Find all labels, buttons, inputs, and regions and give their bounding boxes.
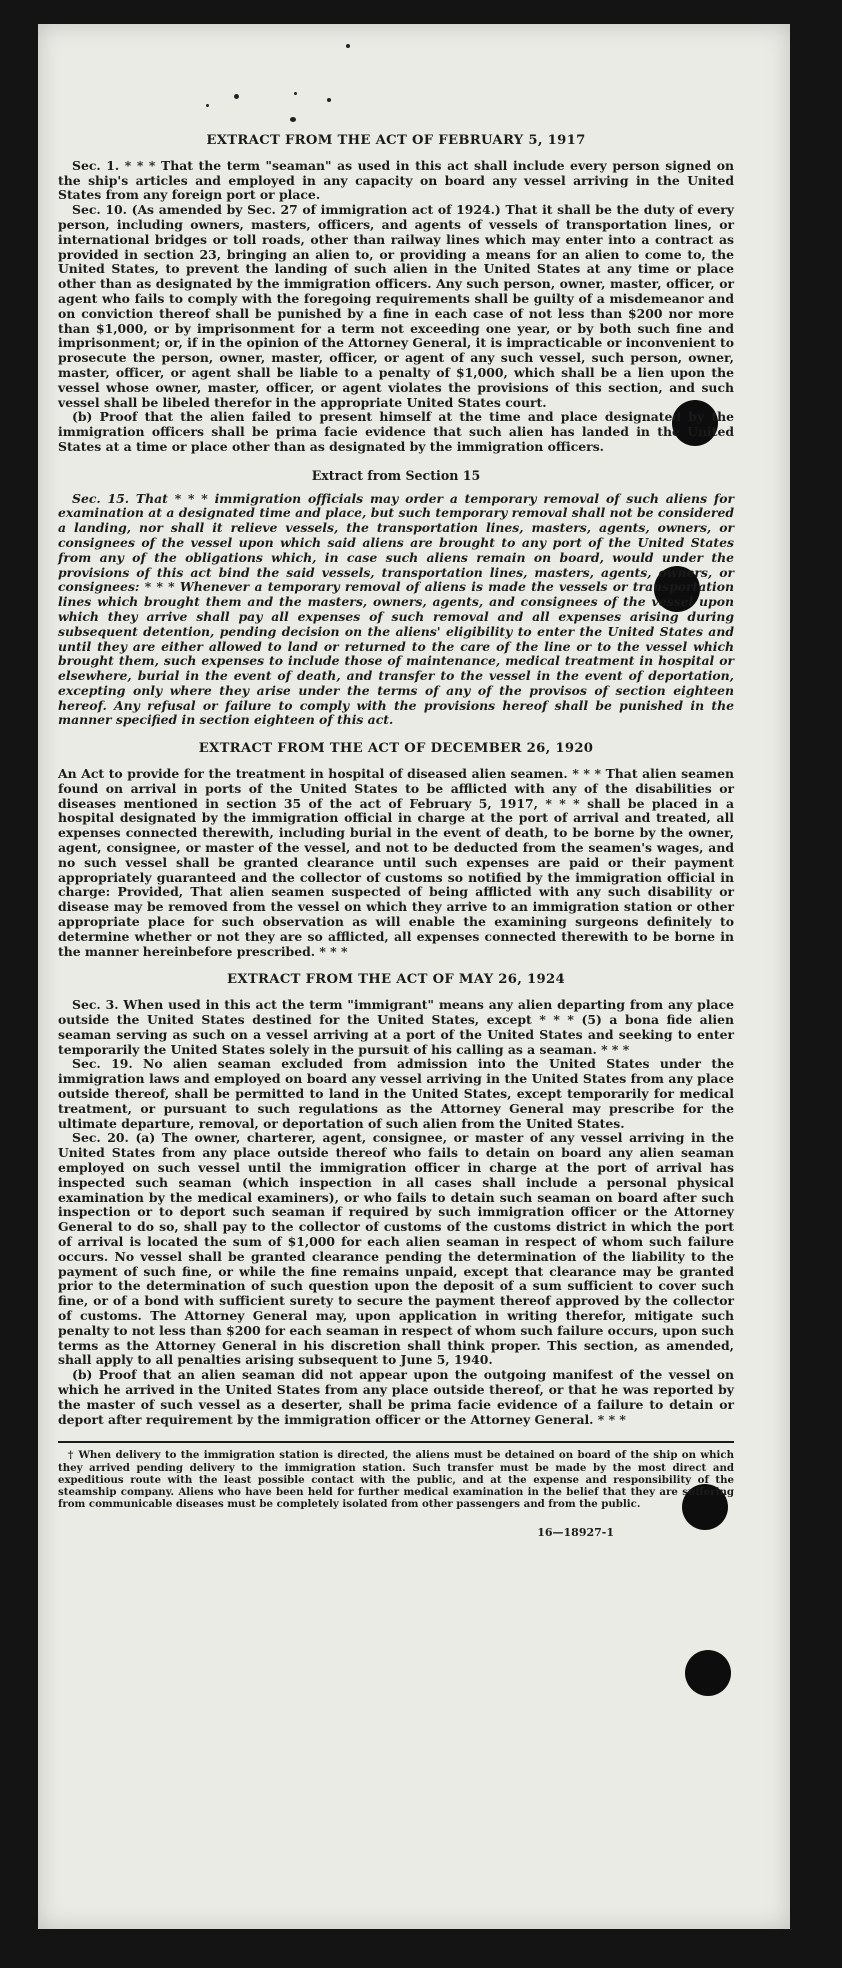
ink-speck: [346, 44, 350, 48]
document-page: [38, 24, 790, 1929]
paragraph: An Act to provide for the treatment in hospital of diseased alien seamen. * * * That alien seamen found on arrival in ports of the United States to be afflicted with any of the disabilities or diseases mentioned in section 35 of the act of February 5, 1917, * * * shall be placed in a hospital designated by the immigration official in charge at the port of arrival and treated, all expenses connected therewith, including burial in the event of death, to be borne by the owner, agent, consignee, or master of the vessel, and not to be deducted from the seamen's wages, and no such vessel shall be granted clearance until such expenses are paid or their payment appropriately guaranteed and the collector of customs so notified by the immigration official in charge: Provided, That alien seamen suspected of being afflicted with any such disability or disease may be removed from the vessel on which they arrive to an immigration station or other appropriate place for such observation as will enable the examining surgeons definitely to determine whether or not they are so afflicted, all expenses connected therewith to be borne in the manner hereinbefore prescribed. * * *: [58, 766, 734, 959]
section-heading: EXTRACT FROM THE ACT OF MAY 26, 1924: [227, 972, 565, 988]
footnote-divider: [58, 1441, 734, 1443]
section-act-may-1924: [58, 973, 734, 1427]
ink-speck: [327, 98, 331, 102]
document-text: [58, 134, 734, 1541]
section-act-february-1917: [58, 134, 734, 455]
paragraph: Sec. 20. (a) The owner, charterer, agent, consignee, or master of any vessel arriving in the United States from any place outside thereof who fails to detain on board any alien seaman employed on such vessel until the immigration officer in charge at the port of arrival has inspected such seaman (which inspection in all cases shall include a personal physical examination by the medical examiners), or who fails to detain such seaman on board after such inspection or to deport such seaman if required by such immigration officer or the Attorney General to do so, shall pay to the collector of customs of the customs district in which the port of arrival is located the sum of $1,000 for each alien seaman in respect of whom such failure occurs. No vessel shall be granted clearance pending the determination of the liability to the payment of such fine, or while the fine remains unpaid, except that clearance may be granted prior to the determination of such question upon the deposit of a sum sufficient to cover such fine, or of a bond with sufficient surety to secure the payment thereof approved by the collector of customs. The Attorney General may, upon application in writing therefor, mitigate such penalty to not less than $200 for each seaman in respect of whom such failure occurs, upon such terms as the Attorney General in his discretion shall think proper. This section, as amended, shall apply to all penalties arising subsequent to June 5, 1940.: [58, 1130, 734, 1368]
paragraph: Sec. 3. When used in this act the term "immigrant" means any alien departing from any place outside the United States destined for the United States, except * * * (5) a bona fide alien seaman serving as such on a vessel arriving at a port of the United States and seeking to enter temporarily the United States solely in the pursuit of his calling as a seaman. * * *: [58, 997, 734, 1057]
paragraph: Sec. 1. * * * That the term "seaman" as used in this act shall include every person signed on the ship's articles and employed in any capacity on board any vessel arriving in the United States from any foreign port or place.: [58, 157, 734, 203]
ink-speck: [206, 104, 209, 107]
section-act-december-1920: [58, 742, 734, 959]
punch-hole: [685, 1650, 731, 1696]
section-heading: EXTRACT FROM THE ACT OF DECEMBER 26, 1920: [198, 741, 594, 757]
paragraph: (b) Proof that the alien failed to present himself at the time and place designated by the immigration officers shall be prima facie evidence that such alien has landed in the United States at a time or place other than as designated by the immigration officers.: [58, 409, 734, 454]
section-extract-section-15: [58, 469, 734, 729]
ink-speck: [234, 94, 239, 99]
section-subheading: Extract from Section 15: [311, 467, 481, 483]
paragraph: (b) Proof that an alien seaman did not appear upon the outgoing manifest of the vessel on which he arrived in the United States from any place outside thereof, or that he was reported by the master of such vessel as a deserter, shall be prima facie evidence of a failure to detain or deport after requirement by the immigration officer or the Attorney General. * * *: [58, 1367, 734, 1427]
paragraph: Sec. 19. No alien seaman excluded from admission into the United States under the immigration laws and employed on board any vessel arriving in the United States from any place outside thereof, shall be permitted to land in the United States, except temporarily for medical treatment, or pursuant to such regulations as the Attorney General may prescribe for the ultimate departure, removal, or deportation of such alien from the United States.: [58, 1056, 734, 1131]
section-heading: EXTRACT FROM THE ACT OF FEBRUARY 5, 1917: [206, 133, 586, 148]
paragraph: Sec. 15. That * * * immigration officials may order a temporary removal of such aliens for examination at a designated time and place, but such temporary removal shall not be considered a landing, nor shall it relieve vessels, the transportation lines, masters, agents, owners, or consignees of the vessel upon which said aliens are brought to any port of the United States from any of the obligations which, in case such aliens remain on board, would under the provisions of this act bind the said vessels, transportation lines, masters, agents, owners, or consignees: * * * Whenever a temporary removal of aliens is made the vessels or transportation lines which brought them and the masters, owners, agents, and consignees of the vessel upon which they arrive shall pay all expenses of such removal and all expenses arising during subsequent detention, pending decision on the aliens' eligibility to enter the United States and until they are either allowed to land or returned to the care of the line or to the vessel which brought them, such expenses to include those of maintenance, medical treatment in hospital or elsewhere, burial in the event of death, and transfer to the vessel in the event of deportation, excepting only where they arise under the terms of any of the provisos of section eighteen hereof. Any refusal or failure to comply with the provisions hereof shall be punished in the manner specified in section eighteen of this act.: [58, 490, 734, 728]
ink-speck: [294, 92, 297, 95]
paragraph: Sec. 10. (As amended by Sec. 27 of immigration act of 1924.) That it shall be the duty of every person, including owners, masters, officers, and agents of vessels of transportation lines, or international bridges or toll roads, other than railway lines which may enter into a contract as provided in section 23, bringing an alien to, or providing a means for an alien to come to, the United States, to prevent the landing of such alien in the United States at any time or place other than as designated by the immigration officers. Any such person, owner, master, officer, or agent who fails to comply with the foregoing requirements shall be guilty of a misdemeanor and on conviction thereof shall be punished by a fine in each case of not less than $200 nor more than $1,000, or by imprisonment for a term not exceeding one year, or by both such fine and imprisonment; or, if in the opinion of the Attorney General, it is impracticable or inconvenient to prosecute the person, owner, master, officer, or agent of any such vessel, such person, owner, master, officer, or agent shall be liable to a penalty of $1,000, which shall be a lien upon the vessel whose owner, master, officer, or agent violates the provisions of this section, and such vessel shall be libeled therefor in the appropriate United States court.: [58, 202, 734, 410]
ink-speck: [290, 117, 296, 122]
form-number: 16—18927-1: [537, 1526, 614, 1540]
footnote: † When delivery to the immigration station is directed, the aliens must be detained on board of the ship on which they arrived pending delivery to the immigration station. Such transfer must be made by the most direct and expeditious route with the least possible contact with the public, and at the expense and responsibility of the steamship company. Aliens who have been held for further medical examination in the belief that they are suffering from communicable diseases must be completely isolated from other passengers and from the public.: [58, 1449, 734, 1511]
